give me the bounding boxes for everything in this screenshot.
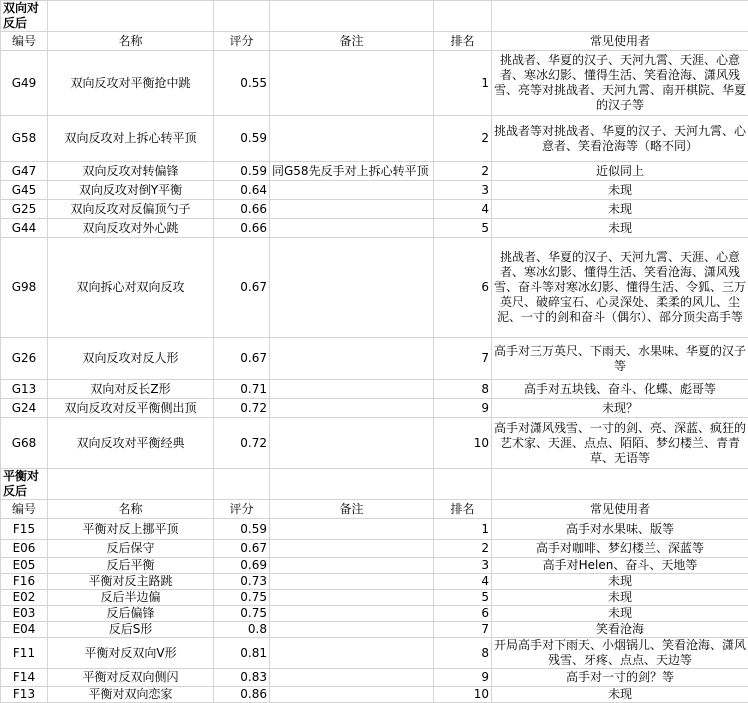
cell-name[interactable]: 双向反攻对倒Y平衡 [48,181,214,200]
cell-name[interactable]: 双向反攻对反平衡侧出顶 [48,399,214,418]
cell-id[interactable]: G13 [1,380,48,399]
cell-name[interactable]: 双向拆心对双向反攻 [48,238,214,338]
cell-users[interactable]: 未现 [492,606,748,622]
cell-users[interactable]: 高手对Helen、奋斗、天地等 [492,558,748,574]
cell-note[interactable] [270,669,434,687]
table-row [1,606,748,622]
cell-note[interactable] [270,558,434,574]
cell-users[interactable]: 近似同上 [492,162,748,181]
cell-name[interactable]: 双向反攻对外心跳 [48,219,214,238]
cell-id[interactable]: G45 [1,181,48,200]
cell-id[interactable]: F16 [1,574,48,590]
cell-rank[interactable]: 1 [434,519,492,540]
cell-id[interactable]: F13 [1,687,48,703]
cell-rank[interactable]: 10 [434,418,492,469]
cell-name[interactable]: 平衡对反上挪平顶 [48,519,214,540]
cell-name[interactable]: 平衡对反主路跳 [48,574,214,590]
empty-cell[interactable] [270,469,434,500]
table-row [1,219,748,238]
header-rank[interactable]: 排名 [434,32,492,51]
cell-name[interactable]: 双向反攻对平衡抢中跳 [48,51,214,116]
cell-id[interactable]: G44 [1,219,48,238]
table-row [1,687,748,703]
cell-rank[interactable]: 4 [434,574,492,590]
header-id[interactable]: 编号 [1,500,48,519]
cell-users[interactable]: 高手对五块钱、奋斗、化蝶、彪哥等 [492,380,748,399]
table-row [1,638,748,669]
cell-rank[interactable]: 5 [434,590,492,606]
cell-score[interactable]: 0.75 [214,590,270,606]
cell-users[interactable]: 高手对一寸的剑？等 [492,669,748,687]
cell-score[interactable]: 0.66 [214,219,270,238]
cell-id[interactable]: E04 [1,622,48,638]
empty-cell[interactable] [48,1,214,32]
cell-name[interactable]: 双向反攻对反偏顶勺子 [48,200,214,219]
cell-score[interactable]: 0.67 [214,540,270,558]
cell-rank[interactable]: 5 [434,219,492,238]
cell-score[interactable]: 0.67 [214,338,270,380]
table-row [1,540,748,558]
cell-note[interactable]: 同G58先反手对上拆心转平顶 [270,162,434,181]
cell-id[interactable]: F14 [1,669,48,687]
cell-id[interactable]: G58 [1,116,48,162]
header-users[interactable]: 常见使用者 [492,32,748,51]
cell-id[interactable]: G47 [1,162,48,181]
cell-score[interactable]: 0.73 [214,574,270,590]
cell-note[interactable] [270,574,434,590]
cell-id[interactable]: G49 [1,51,48,116]
cell-users[interactable]: 未现 [492,574,748,590]
table-row [1,622,748,638]
cell-users[interactable]: 笑看沧海 [492,622,748,638]
cell-name[interactable]: 平衡对反双向侧闪 [48,669,214,687]
cell-note[interactable] [270,399,434,418]
table-row [1,399,748,418]
cell-score[interactable]: 0.72 [214,399,270,418]
cell-name[interactable]: 双向反攻对反人形 [48,338,214,380]
section-title-row [1,469,748,500]
cell-rank[interactable]: 6 [434,238,492,338]
table-row [1,116,748,162]
table-row [1,669,748,687]
table-row [1,238,748,338]
cell-score[interactable]: 0.83 [214,669,270,687]
cell-note[interactable] [270,418,434,469]
cell-id[interactable]: E06 [1,540,48,558]
cell-note[interactable] [270,51,434,116]
cell-name[interactable]: 平衡对反双向V形 [48,638,214,669]
cell-rank[interactable]: 2 [434,540,492,558]
cell-users[interactable]: 未现 [492,200,748,219]
cell-rank[interactable]: 2 [434,116,492,162]
cell-rank[interactable]: 8 [434,380,492,399]
cell-users[interactable]: 未现 [492,219,748,238]
cell-id[interactable]: G98 [1,238,48,338]
cell-id[interactable]: G26 [1,338,48,380]
cell-rank[interactable]: 6 [434,606,492,622]
cell-rank[interactable]: 9 [434,399,492,418]
cell-rank[interactable]: 8 [434,638,492,669]
table-row [1,162,748,181]
cell-note[interactable] [270,606,434,622]
cell-score[interactable]: 0.64 [214,181,270,200]
cell-id[interactable]: G25 [1,200,48,219]
cell-users[interactable]: 未现 [492,687,748,703]
cell-score[interactable]: 0.8 [214,622,270,638]
cell-rank[interactable]: 9 [434,669,492,687]
cell-score[interactable]: 0.66 [214,200,270,219]
cell-users[interactable]: 挑战者等对挑战者、华夏的汉子、天河九霄、心意者、笑看沧海等（略不同） [492,116,748,162]
table-row [1,574,748,590]
cell-users[interactable]: 高手对潇风残雪、一寸的剑、亮、深蓝、疯狂的艺术家、天涯、点点、陌陌、梦幻楼兰、青青草、无语等 [492,418,748,469]
table-row [1,181,748,200]
table-row [1,51,748,116]
empty-cell[interactable] [48,469,214,500]
cell-score[interactable]: 0.75 [214,606,270,622]
cell-note[interactable] [270,622,434,638]
cell-users[interactable]: 未现 [492,181,748,200]
cell-name[interactable]: 反后S形 [48,622,214,638]
cell-score[interactable]: 0.59 [214,116,270,162]
header-note[interactable]: 备注 [270,500,434,519]
cell-score[interactable]: 0.59 [214,519,270,540]
cell-id[interactable]: F15 [1,519,48,540]
cell-users[interactable]: 未现 [492,590,748,606]
cell-score[interactable]: 0.71 [214,380,270,399]
cell-name[interactable]: 反后平衡 [48,558,214,574]
section-title-row [1,1,748,32]
cell-id[interactable]: G68 [1,418,48,469]
header-note[interactable]: 备注 [270,32,434,51]
cell-name[interactable]: 双向对反长Z形 [48,380,214,399]
cell-users[interactable]: 挑战者、华夏的汉子、天河九霄、天涯、心意者、寒冰幻影、懂得生活、笑看沧海、潇风残雪、亮等对挑战者、天河九霄、南开棋院、华夏的汉子等 [492,51,748,116]
cell-id[interactable]: E05 [1,558,48,574]
cell-name[interactable]: 反后偏锋 [48,606,214,622]
empty-cell[interactable] [270,1,434,32]
cell-id[interactable]: E03 [1,606,48,622]
cell-rank[interactable]: 7 [434,338,492,380]
header-rank[interactable]: 排名 [434,500,492,519]
header-row [1,32,748,51]
cell-note[interactable] [270,638,434,669]
table-row [1,558,748,574]
cell-score[interactable]: 0.59 [214,162,270,181]
cell-rank[interactable]: 3 [434,558,492,574]
cell-note[interactable] [270,590,434,606]
cell-name[interactable]: 反后半边偏 [48,590,214,606]
table-row [1,590,748,606]
cell-name[interactable]: 反后保守 [48,540,214,558]
empty-cell[interactable] [214,469,270,500]
cell-name[interactable]: 平衡对双向恋家 [48,687,214,703]
table-row [1,519,748,540]
cell-users[interactable]: 开局高手对下雨天、小烟锅儿、笑看沧海、潇风残雪、牙疼、点点、天边等 [492,638,748,669]
table-row [1,338,748,380]
header-name[interactable]: 名称 [48,32,214,51]
empty-cell[interactable] [492,1,748,32]
section-title[interactable]: 平衡对反后 [1,469,48,500]
cell-rank[interactable]: 4 [434,200,492,219]
cell-note[interactable] [270,540,434,558]
header-users[interactable]: 常见使用者 [492,500,748,519]
sheet-body [1,1,748,703]
cell-note[interactable] [270,519,434,540]
cell-note[interactable] [270,219,434,238]
cell-users[interactable]: 高手对三万英尺、下雨天、水果味、华夏的汉子等 [492,338,748,380]
cell-score[interactable]: 0.86 [214,687,270,703]
cell-id[interactable]: G24 [1,399,48,418]
cell-note[interactable] [270,380,434,399]
cell-note[interactable] [270,200,434,219]
cell-note[interactable] [270,338,434,380]
empty-cell[interactable] [434,1,492,32]
cell-rank[interactable]: 3 [434,181,492,200]
table-row [1,200,748,219]
empty-cell[interactable] [214,1,270,32]
header-score[interactable]: 评分 [214,32,270,51]
cell-id[interactable]: E02 [1,590,48,606]
cell-users[interactable]: 高手对咖啡、梦幻楼兰、深蓝等 [492,540,748,558]
cell-score[interactable]: 0.67 [214,238,270,338]
empty-cell[interactable] [434,469,492,500]
cell-score[interactable]: 0.72 [214,418,270,469]
cell-note[interactable] [270,238,434,338]
cell-note[interactable] [270,116,434,162]
cell-users[interactable]: 未现？ [492,399,748,418]
cell-rank[interactable]: 2 [434,162,492,181]
cell-score[interactable]: 0.69 [214,558,270,574]
header-row [1,500,748,519]
cell-score[interactable]: 0.55 [214,51,270,116]
cell-name[interactable]: 双向反攻对转偏锋 [48,162,214,181]
cell-note[interactable] [270,181,434,200]
cell-name[interactable]: 双向反攻对上拆心转平顶 [48,116,214,162]
cell-id[interactable]: F11 [1,638,48,669]
cell-note[interactable] [270,687,434,703]
empty-cell[interactable] [492,469,748,500]
cell-rank[interactable]: 1 [434,51,492,116]
table-row [1,418,748,469]
header-id[interactable]: 编号 [1,32,48,51]
header-name[interactable]: 名称 [48,500,214,519]
cell-name[interactable]: 双向反攻对平衡经典 [48,418,214,469]
cell-users[interactable]: 挑战者、华夏的汉子、天河九霄、天涯、心意者、寒冰幻影、懂得生活、笑看沧海、潇风残雪、奋斗等对寒冰幻影、懂得生活、令狐、三万英尺、破碎宝石、心灵深处、柔柔的风儿、尘泥、一寸的剑和奋斗（偶尔）、部分顶尖高手等 [492,238,748,338]
header-score[interactable]: 评分 [214,500,270,519]
cell-score[interactable]: 0.81 [214,638,270,669]
cell-users[interactable]: 高手对水果味、版等 [492,519,748,540]
cell-rank[interactable]: 10 [434,687,492,703]
table-row [1,380,748,399]
cell-rank[interactable]: 7 [434,622,492,638]
section-title[interactable]: 双向对反后 [1,1,48,32]
